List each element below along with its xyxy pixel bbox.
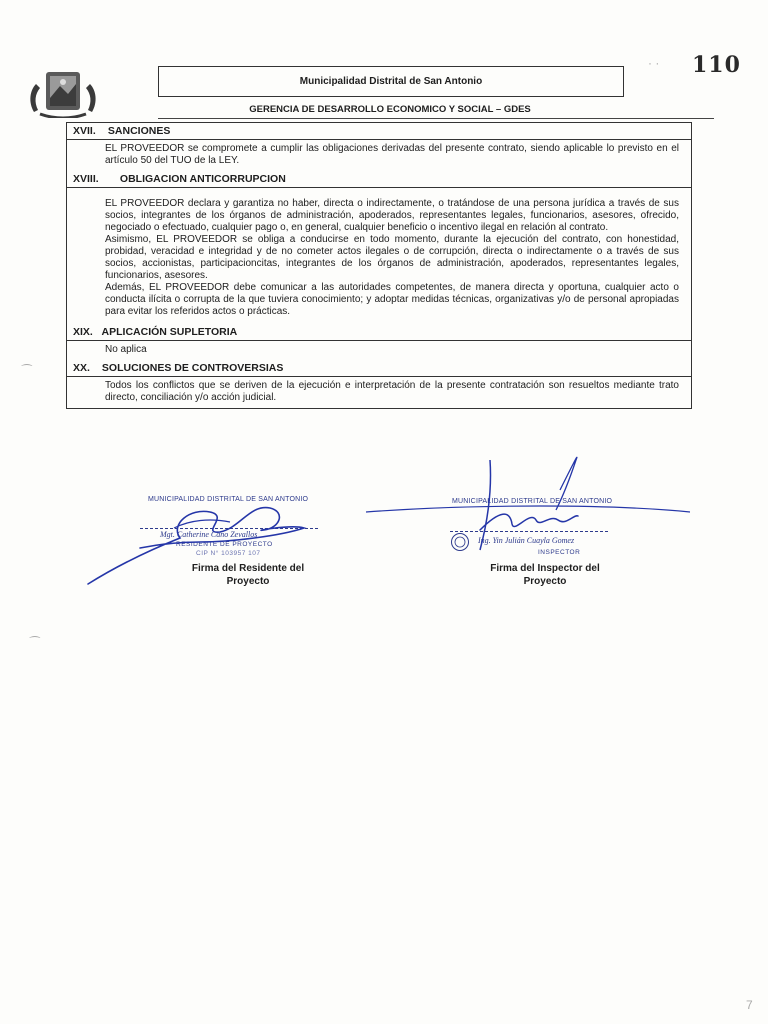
inspector-stamp-name: Ing. Yin Julián Cuayla Gomez <box>478 536 575 545</box>
margin-mark: 7 <box>746 998 753 1012</box>
clause-title <box>67 171 691 188</box>
municipal-crest-logo <box>26 68 100 118</box>
margin-mark: ⁀ <box>30 636 40 650</box>
clause-body <box>67 341 691 360</box>
resident-caption-line1: Firma del Residente del <box>191 563 305 574</box>
clause-body <box>67 377 691 408</box>
clause-paragraph: Asimismo, EL PROVEEDOR se obliga a conducirse en todo momento, durante la ejecución del contrato, con honestidad, probidad, veracidad e integridad y de no cometer actos ilegales o de corrupción, directa o indirectamente o a través de sus socios, accionistas, participacioncitas, integrantes de los órganos de administración, apoderados, representantes legales, funcionarios, asesores. <box>105 234 679 281</box>
header-divider <box>158 118 714 119</box>
resident-caption-line2: Proyecto <box>226 576 270 587</box>
resident-stamp-role: RESIDENTE DE PROYECTO <box>176 541 273 548</box>
department-header: GERENCIA DE DESARROLLO ECONOMICO Y SOCIAL – GDES <box>249 104 531 115</box>
clause-sanciones <box>67 123 691 171</box>
clause-paragraph: Además, EL PROVEEDOR debe comunicar a las autoridades competentes, de manera directa y oportuna, cualquier acto o conducta ilícita o corrupta de la que tuviera conocimiento; y adoptar medidas técnicas, organizativas y/o de personal apropiadas para evitar los referidos actos o prácticas. <box>105 282 679 317</box>
clause-controversias <box>67 360 691 408</box>
clause-heading: SOLUCIONES DE CONTROVERSIAS <box>101 362 284 374</box>
inspector-caption-line2: Proyecto <box>523 576 567 587</box>
clause-title <box>67 360 691 377</box>
clause-title <box>67 324 691 341</box>
institution-header-box <box>158 66 624 97</box>
clause-body <box>67 140 691 171</box>
clauses-table <box>66 122 692 409</box>
clause-paragraph: Todos los conflictos que se deriven de la ejecución e interpretación de la presente contratación son resueltos mediante trato directo, conciliación y/o acción judicial. <box>105 380 679 403</box>
page-number: 110 <box>692 52 741 78</box>
resident-signature-caption <box>178 562 318 588</box>
resident-stamp-name: Mgt. Catherine Cano Zevallos <box>160 530 258 539</box>
clause-heading: APLICACIÓN SUPLETORIA <box>101 326 238 338</box>
clause-body <box>67 188 691 324</box>
inspector-handwritten-signature <box>360 450 700 560</box>
inspector-stamp-role: INSPECTOR <box>538 549 581 556</box>
clause-aplicacion-supletoria <box>67 324 691 360</box>
clause-number: XVIII. <box>73 173 99 185</box>
clause-heading: OBLIGACION ANTICORRUPCION <box>119 173 286 185</box>
clause-paragraph: EL PROVEEDOR se compromete a cumplir las obligaciones derivadas del presente contrato, siendo aplicable lo previsto en el artículo 50 del TUO de la LEY. <box>105 143 679 166</box>
clause-paragraph: No aplica <box>105 344 147 355</box>
page-mark-decoration: · · <box>648 56 660 70</box>
clause-number: XX. <box>73 362 90 374</box>
clause-paragraph: EL PROVEEDOR declara y garantiza no haber, directa o indirectamente, o tratándose de una persona jurídica a través de sus socios, integrantes de los órganos de administración, apoderados, representantes legales, funcionarios, asesores, ofrecido, negociado o efectuado, cualquier pago o, en general, cualquier beneficio o incentivo ilegal en relación al contrato. <box>105 198 679 233</box>
resident-stamp-id: CIP N° 103957 107 <box>196 550 261 557</box>
inspector-caption-line1: Firma del Inspector del <box>490 563 600 574</box>
inspector-stamp-entity: MUNICIPALIDAD DISTRITAL DE SAN ANTONIO <box>452 498 613 505</box>
clause-title <box>67 123 691 140</box>
clause-anticorrupcion <box>67 171 691 324</box>
clause-number: XIX. <box>73 326 93 338</box>
clause-number: XVII. <box>73 125 96 137</box>
clause-heading: SANCIONES <box>107 125 171 137</box>
margin-mark: ⁀ <box>22 364 32 378</box>
inspector-signature-caption <box>470 562 620 588</box>
resident-stamp-entity: MUNICIPALIDAD DISTRITAL DE SAN ANTONIO <box>148 496 309 503</box>
institution-name: Municipalidad Distrital de San Antonio <box>299 76 483 87</box>
